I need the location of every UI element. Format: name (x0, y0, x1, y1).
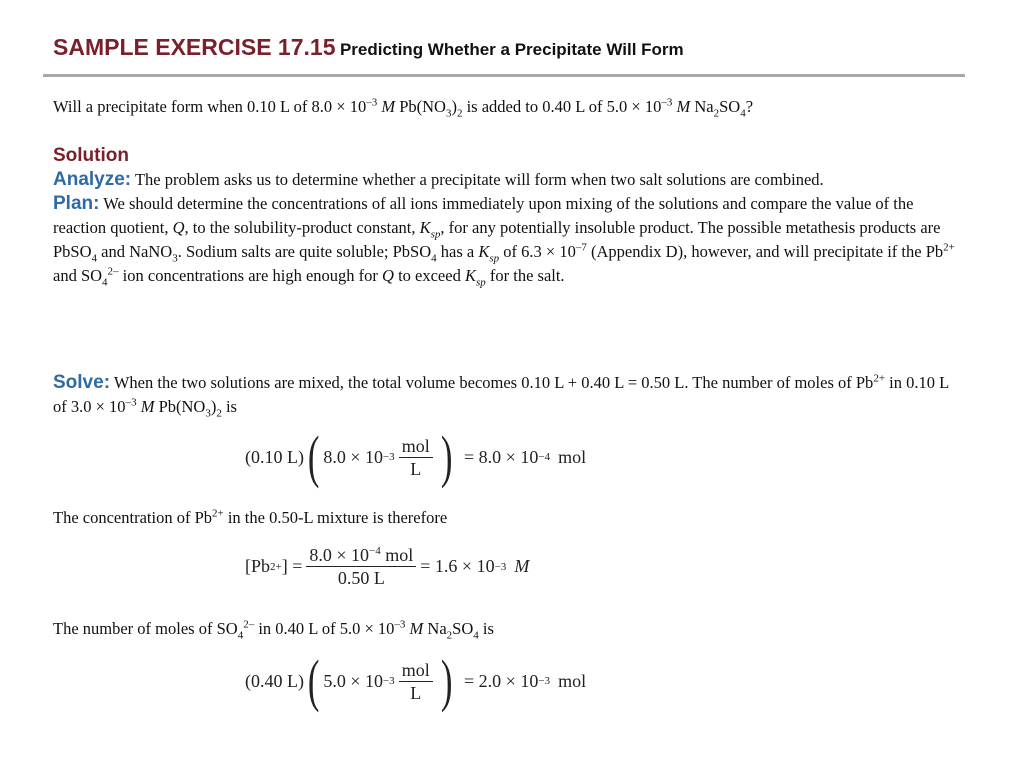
question-text: Will a precipitate form when 0.10 L of $8.0 \times 10^{-3}$ M $Pb(NO_3)_2$ is added to 0.40 L of $5.0 \times 10^{-3}$ M $Na_2SO_4$? (53, 96, 754, 120)
exercise-title: Predicting Whether a Precipitate Will Form (339, 40, 684, 59)
exercise-number: SAMPLE EXERCISE 17.15 (53, 34, 336, 60)
analyze-paragraph: Analyze: The problem asks us to determine whether a precipitate will form when two salt solutions are combined. (53, 169, 824, 190)
equation-moles-so4: (0.40 L) ( 5.0 × 10 −3 $\frac{\text{mol}}{L}$ ) = 2.0 × 10 −3 mol (245, 648, 587, 713)
equation-pb-concentration: [Pb 2+ ] = $\frac{8.0 \times 10^{-4} mol}{0.50 L}$ = 1.6 × 10 −3 M (245, 545, 530, 588)
solution-section (53, 144, 958, 288)
plan-label: Plan: (53, 193, 100, 214)
equation-moles-pb: (0.10 L) ( 8.0 × 10 −3 $\frac{\text{mol}}{L}$ ) = 8.0 × 10 −4 mol (245, 424, 587, 489)
title-divider (43, 74, 965, 77)
concentration-line: The concentration of $Pb^{2+}$ in the 0.50-L mixture is therefore (53, 507, 448, 527)
page-title (53, 34, 684, 61)
moles-so4-line: The number of moles of $SO_4^{2-}$ in 0.40 L of $5.0 \times 10^{-3}$ M $Na_2SO_4$ is (53, 618, 494, 642)
solve-paragraph: Solve: When the two solutions are mixed, the total volume becomes 0.10 L + 0.40 L = 0.50 L. The number of moles of $Pb^{2+}$ in 0.10 L of $3.0 \times 10^{-3}$ M $Pb(NO_3)_2$ is (53, 372, 949, 420)
plan-paragraph: Plan: We should determine the concentrations of all ions immediately upon mixing of the solutions and compare the value of the reaction quotient, Q, to the solubility-product constant, $K_{sp}$, for any potentially insoluble product. The possible metathesis products are PbSO$_4$ and NaNO$_3$. Sodium salts are quite soluble; PbSO$_4$ has a $K_{sp}$ of $6.3 \times 10^{-7}$ (Appendix D), however, and will precipitate if the $Pb^{2+}$ and $SO_4^{2-}$ ion concentrations are high enough for Q to exceed $K_{sp}$ for the salt. (53, 193, 955, 289)
analyze-label: Analyze: (53, 169, 132, 190)
solve-label: Solve: (53, 372, 111, 393)
solution-heading: Solution (53, 145, 129, 166)
